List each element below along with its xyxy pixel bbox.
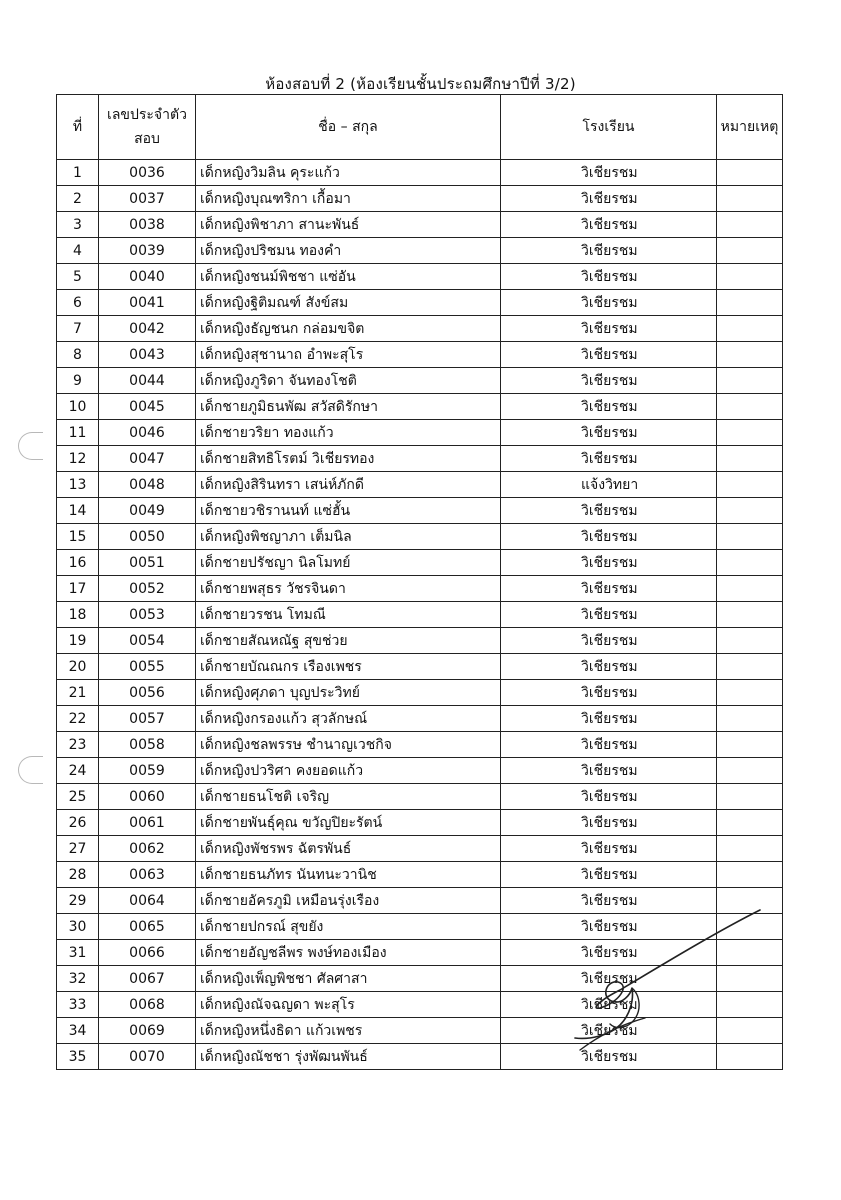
table-row (57, 186, 783, 212)
school-name: วิเชียรชม (501, 368, 717, 394)
table-row (57, 498, 783, 524)
student-name: เด็กชายบัณณกร เรืองเพชร (196, 654, 501, 680)
student-name: เด็กหญิงวิมลิน คุระแก้ว (196, 160, 501, 186)
row-number: 30 (57, 914, 99, 940)
page-title: ห้องสอบที่ 2 (ห้องเรียนชั้นประถมศึกษาปีที่ 3/2) (265, 75, 576, 93)
school-name: วิเชียรชม (501, 602, 717, 628)
row-number: 12 (57, 446, 99, 472)
note-cell (717, 810, 783, 836)
exam-id: 0060 (99, 784, 196, 810)
exam-id: 0042 (99, 316, 196, 342)
note-cell (717, 654, 783, 680)
row-number: 7 (57, 316, 99, 342)
exam-id: 0038 (99, 212, 196, 238)
student-name: เด็กชายวริยา ทองแก้ว (196, 420, 501, 446)
row-number: 18 (57, 602, 99, 628)
row-number: 25 (57, 784, 99, 810)
table-row (57, 576, 783, 602)
note-cell (717, 784, 783, 810)
table-row (57, 264, 783, 290)
student-name: เด็กชายอัญชลีพร พงษ์ทองเมือง (196, 940, 501, 966)
exam-id: 0067 (99, 966, 196, 992)
school-name: วิเชียรชม (501, 810, 717, 836)
table-row (57, 446, 783, 472)
school-name: วิเชียรชม (501, 732, 717, 758)
header-exam-id (99, 95, 196, 160)
student-name: เด็กชายภูมิธนพัฒ สวัสดิรักษา (196, 394, 501, 420)
table-row (57, 342, 783, 368)
exam-id: 0070 (99, 1044, 196, 1070)
exam-id: 0037 (99, 186, 196, 212)
student-name: เด็กหญิงปริชมน ทองคำ (196, 238, 501, 264)
exam-id: 0036 (99, 160, 196, 186)
school-name: วิเชียรชม (501, 940, 717, 966)
header-school: โรงเรียน (501, 95, 717, 160)
student-name: เด็กหญิงชนม์พิชชา แซ่อัน (196, 264, 501, 290)
exam-id: 0049 (99, 498, 196, 524)
row-number: 10 (57, 394, 99, 420)
exam-id: 0062 (99, 836, 196, 862)
row-number: 35 (57, 1044, 99, 1070)
note-cell (717, 160, 783, 186)
row-number: 32 (57, 966, 99, 992)
exam-id: 0063 (99, 862, 196, 888)
school-name: แจ้งวิทยา (501, 472, 717, 498)
header-exam-id-line2: สอบ (134, 131, 160, 147)
exam-id: 0048 (99, 472, 196, 498)
school-name: วิเชียรชม (501, 706, 717, 732)
exam-id: 0068 (99, 992, 196, 1018)
punch-hole-mark (18, 756, 43, 784)
header-number: ที่ (57, 95, 99, 160)
exam-id: 0065 (99, 914, 196, 940)
student-name: เด็กชายพันธุ์คุณ ขวัญปิยะรัตน์ (196, 810, 501, 836)
note-cell (717, 186, 783, 212)
exam-id: 0066 (99, 940, 196, 966)
punch-hole-mark (18, 432, 43, 460)
note-cell (717, 290, 783, 316)
row-number: 24 (57, 758, 99, 784)
school-name: วิเชียรชม (501, 446, 717, 472)
exam-id: 0053 (99, 602, 196, 628)
note-cell (717, 524, 783, 550)
school-name: วิเชียรชม (501, 784, 717, 810)
school-name: วิเชียรชม (501, 758, 717, 784)
school-name: วิเชียรชม (501, 1044, 717, 1070)
student-name: เด็กหญิงปวริศา คงยอดแก้ว (196, 758, 501, 784)
school-name: วิเชียรชม (501, 966, 717, 992)
school-name: วิเชียรชม (501, 186, 717, 212)
table-row (57, 836, 783, 862)
row-number: 26 (57, 810, 99, 836)
school-name: วิเชียรชม (501, 420, 717, 446)
student-name: เด็กหญิงสุชานาถ อำพะสุโร (196, 342, 501, 368)
table-row (57, 290, 783, 316)
table-row (57, 160, 783, 186)
table-row (57, 862, 783, 888)
row-number: 16 (57, 550, 99, 576)
row-number: 13 (57, 472, 99, 498)
student-name: เด็กหญิงหนึ่งธิดา แก้วเพชร (196, 1018, 501, 1044)
table-row (57, 810, 783, 836)
note-cell (717, 472, 783, 498)
student-name: เด็กชายวรชน โทมณี (196, 602, 501, 628)
student-name: เด็กหญิงสิรินทรา เสน่ห์ภักดี (196, 472, 501, 498)
student-name: เด็กหญิงพัชรพร ฉัตรพันธ์ (196, 836, 501, 862)
note-cell (717, 732, 783, 758)
row-number: 4 (57, 238, 99, 264)
school-name: วิเชียรชม (501, 576, 717, 602)
row-number: 11 (57, 420, 99, 446)
row-number: 15 (57, 524, 99, 550)
table-row (57, 732, 783, 758)
note-cell (717, 862, 783, 888)
school-name: วิเชียรชม (501, 394, 717, 420)
table-row (57, 238, 783, 264)
row-number: 22 (57, 706, 99, 732)
student-name: เด็กชายปรัชญา นิลโมทย์ (196, 550, 501, 576)
table-row (57, 212, 783, 238)
row-number: 8 (57, 342, 99, 368)
student-name: เด็กชายสัณหณัฐ สุขช่วย (196, 628, 501, 654)
student-name: เด็กหญิงพิชาภา สานะพันธ์ (196, 212, 501, 238)
row-number: 21 (57, 680, 99, 706)
table-row (57, 420, 783, 446)
exam-id: 0064 (99, 888, 196, 914)
exam-id: 0058 (99, 732, 196, 758)
note-cell (717, 836, 783, 862)
note-cell (717, 212, 783, 238)
school-name: วิเชียรชม (501, 316, 717, 342)
row-number: 1 (57, 160, 99, 186)
exam-id: 0061 (99, 810, 196, 836)
school-name: วิเชียรชม (501, 498, 717, 524)
row-number: 34 (57, 1018, 99, 1044)
school-name: วิเชียรชม (501, 654, 717, 680)
table-row (57, 602, 783, 628)
row-number: 3 (57, 212, 99, 238)
exam-id: 0047 (99, 446, 196, 472)
row-number: 9 (57, 368, 99, 394)
table-row (57, 680, 783, 706)
note-cell (717, 602, 783, 628)
school-name: วิเชียรชม (501, 992, 717, 1018)
school-name: วิเชียรชม (501, 524, 717, 550)
row-number: 20 (57, 654, 99, 680)
header-exam-id-line1: เลขประจำตัว (107, 107, 187, 123)
header-name: ชื่อ – สกุล (196, 95, 501, 160)
exam-id: 0043 (99, 342, 196, 368)
exam-id: 0051 (99, 550, 196, 576)
row-number: 33 (57, 992, 99, 1018)
student-name: เด็กชายวชิรานนท์ แซ่ฮั้น (196, 498, 501, 524)
row-number: 19 (57, 628, 99, 654)
row-number: 17 (57, 576, 99, 602)
student-name: เด็กหญิงฐิติมณฑ์ สังข์สม (196, 290, 501, 316)
note-cell (717, 446, 783, 472)
student-name: เด็กชายธนโชติ เจริญ (196, 784, 501, 810)
row-number: 6 (57, 290, 99, 316)
table-row (57, 654, 783, 680)
school-name: วิเชียรชม (501, 342, 717, 368)
row-number: 29 (57, 888, 99, 914)
school-name: วิเชียรชม (501, 862, 717, 888)
note-cell (717, 628, 783, 654)
school-name: วิเชียรชม (501, 888, 717, 914)
note-cell (717, 758, 783, 784)
student-name: เด็กหญิงเพ็ญพิชชา ศัลศาสา (196, 966, 501, 992)
note-cell (717, 368, 783, 394)
exam-id: 0057 (99, 706, 196, 732)
row-number: 23 (57, 732, 99, 758)
table-row (57, 316, 783, 342)
school-name: วิเชียรชม (501, 160, 717, 186)
note-cell (717, 316, 783, 342)
student-name: เด็กหญิงภูริดา จันทองโชติ (196, 368, 501, 394)
student-name: เด็กหญิงศุภดา บุญประวิทย์ (196, 680, 501, 706)
student-name: เด็กชายพสุธร วัชรจินดา (196, 576, 501, 602)
exam-id: 0054 (99, 628, 196, 654)
exam-id: 0044 (99, 368, 196, 394)
row-number: 28 (57, 862, 99, 888)
school-name: วิเชียรชม (501, 212, 717, 238)
exam-id: 0046 (99, 420, 196, 446)
school-name: วิเชียรชม (501, 1018, 717, 1044)
exam-id: 0040 (99, 264, 196, 290)
student-name: เด็กหญิงกรองแก้ว สุวลักษณ์ (196, 706, 501, 732)
exam-id: 0045 (99, 394, 196, 420)
school-name: วิเชียรชม (501, 628, 717, 654)
note-cell (717, 706, 783, 732)
table-row (57, 628, 783, 654)
student-name: เด็กชายสิทธิโรตม์ วิเชียรทอง (196, 446, 501, 472)
row-number: 2 (57, 186, 99, 212)
note-cell (717, 550, 783, 576)
exam-id: 0039 (99, 238, 196, 264)
exam-id: 0069 (99, 1018, 196, 1044)
note-cell (717, 342, 783, 368)
student-name: เด็กหญิงณัชชา รุ่งพัฒนพันธ์ (196, 1044, 501, 1070)
table-row (57, 394, 783, 420)
school-name: วิเชียรชม (501, 914, 717, 940)
school-name: วิเชียรชม (501, 550, 717, 576)
exam-id: 0052 (99, 576, 196, 602)
exam-id: 0059 (99, 758, 196, 784)
note-cell (717, 238, 783, 264)
table-row (57, 550, 783, 576)
row-number: 14 (57, 498, 99, 524)
note-cell (717, 420, 783, 446)
student-name: เด็กชายปกรณ์ สุขยัง (196, 914, 501, 940)
note-cell (717, 576, 783, 602)
exam-id: 0056 (99, 680, 196, 706)
school-name: วิเชียรชม (501, 238, 717, 264)
school-name: วิเชียรชม (501, 290, 717, 316)
note-cell (717, 498, 783, 524)
student-name: เด็กหญิงณัจฉญดา พะสุโร (196, 992, 501, 1018)
exam-id: 0055 (99, 654, 196, 680)
table-row (57, 472, 783, 498)
table-row (57, 706, 783, 732)
table-row (57, 784, 783, 810)
table-header-row (57, 95, 783, 160)
table-row (57, 524, 783, 550)
student-name: เด็กหญิงพิชญาภา เต็มนิล (196, 524, 501, 550)
note-cell (717, 394, 783, 420)
table-row (57, 758, 783, 784)
school-name: วิเชียรชม (501, 264, 717, 290)
table-row (57, 368, 783, 394)
row-number: 27 (57, 836, 99, 862)
student-name: เด็กชายอัครภูมิ เหมือนรุ่งเรือง (196, 888, 501, 914)
exam-id: 0041 (99, 290, 196, 316)
school-name: วิเชียรชม (501, 836, 717, 862)
handwritten-signature (560, 900, 770, 1070)
exam-id: 0050 (99, 524, 196, 550)
student-name: เด็กหญิงชลพรรษ ชำนาญเวชกิจ (196, 732, 501, 758)
school-name: วิเชียรชม (501, 680, 717, 706)
note-cell (717, 680, 783, 706)
note-cell (717, 264, 783, 290)
student-name: เด็กหญิงบุณฑริกา เกื้อมา (196, 186, 501, 212)
row-number: 31 (57, 940, 99, 966)
header-note: หมายเหตุ (717, 95, 783, 160)
row-number: 5 (57, 264, 99, 290)
student-name: เด็กชายธนภัทร นันทนะวานิช (196, 862, 501, 888)
student-name: เด็กหญิงธัญชนก กล่อมขจิต (196, 316, 501, 342)
